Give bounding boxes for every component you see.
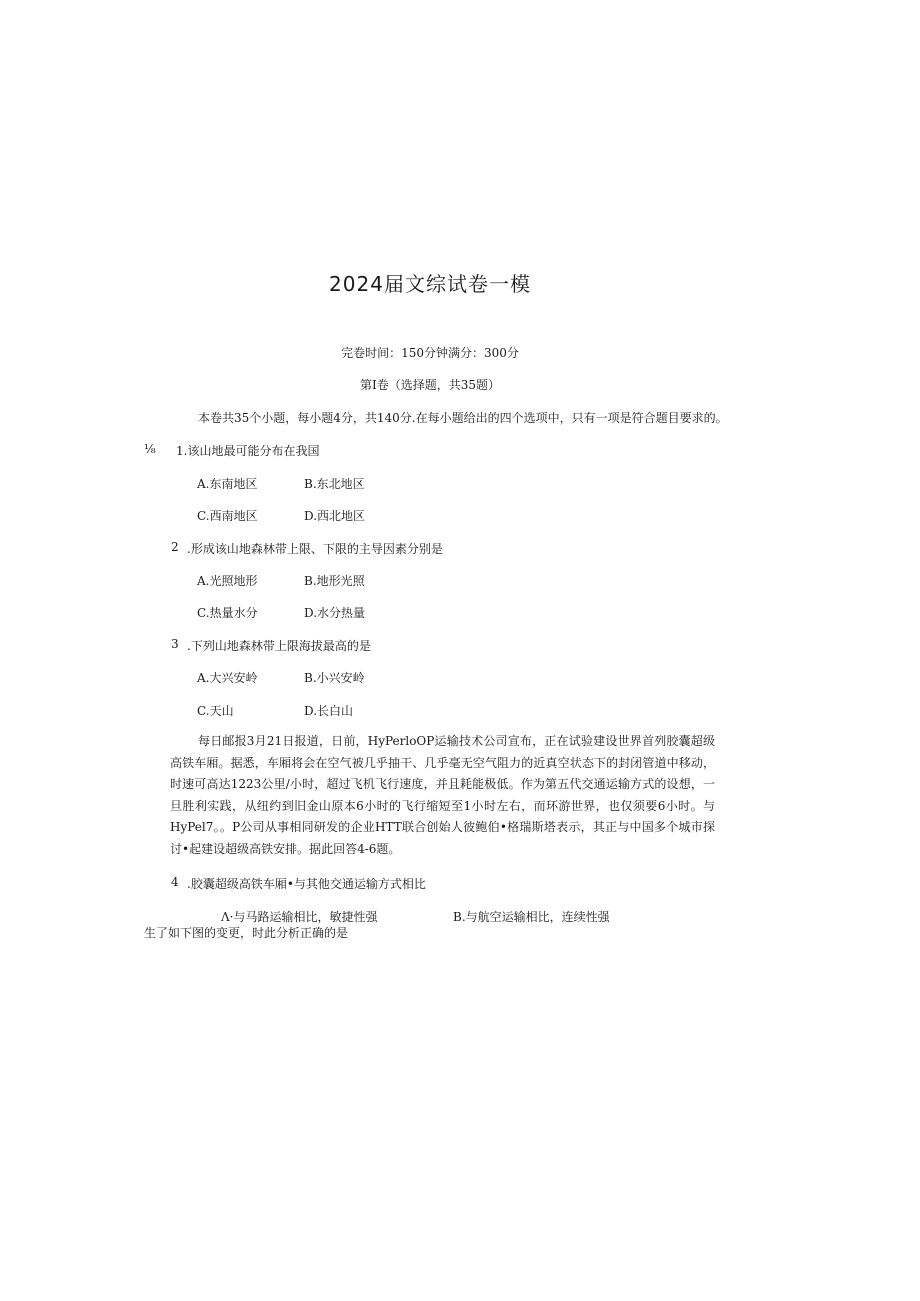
- question-3-option-a: A.大兴安岭: [197, 671, 258, 685]
- question-2-option-c: C.热量水分: [197, 606, 258, 620]
- question-1-stem: 1.该山地最可能分布在我国: [176, 444, 320, 458]
- question-4-stem: .胶囊超级高铁车厢•与其他交通运输方式相比: [187, 877, 426, 891]
- question-3-option-c: C.天山: [197, 704, 234, 718]
- question-1-option-c: C.西南地区: [197, 509, 258, 523]
- question-3-option-d: D.长白山: [304, 704, 354, 718]
- margin-mark: ⅛: [144, 442, 156, 456]
- question-3-option-b: B.小兴安岭: [304, 671, 365, 685]
- question-3-stem: .下列山地森林带上限海拔最高的是: [187, 639, 371, 653]
- page-title: 2024届文综试卷一模: [329, 272, 531, 296]
- question-2-number: 2: [171, 540, 179, 554]
- exam-info: 完卷时间：150分钟满分：300分: [341, 346, 519, 360]
- question-4-option-a: Λ·与马路运输相比，敏捷性强: [221, 910, 378, 924]
- part-heading: 第I卷（选择题，共35题）: [359, 378, 500, 392]
- question-4-number: 4: [171, 875, 179, 889]
- reading-passage: 每日邮报3月21日报道，日前，HyPerloOP运输技术公司宣布，正在试验建设世界首列胶囊超级高铁车厢。据悉，车厢将会在空气被几乎抽干、几乎毫无空气阻力的近真空状态下的封闭管道中移动，时速可高达1223公里/小时，超过飞机飞行速度，并且耗能极低。作为第五代交通运输方式的设想，一旦胜利实践，从纽约到旧金山原本6小时的飞行缩短至1小时左右，而环游世界，也仅须要6小时。与HyPel7。。P公司从事相同研发的企业HTT联合创始人彼鲍伯•格瑞斯塔表示，其正与中国多个城市探讨•起建设超级高铁安排。据此回答4-6题。: [170, 734, 715, 856]
- question-3-number: 3: [171, 637, 179, 651]
- question-2-option-b: B.地形光照: [304, 574, 365, 588]
- question-1-option-a: A.东南地区: [197, 477, 258, 491]
- text-fragment: 生了如下图的变更，时此分析正确的是: [144, 926, 349, 940]
- question-2-option-d: D.水分热量: [304, 606, 366, 620]
- question-1-option-b: B.东北地区: [304, 477, 365, 491]
- question-4-option-b: B.与航空运输相比，连续性强: [453, 910, 610, 924]
- question-2-option-a: A.光照地形: [197, 574, 258, 588]
- instructions: 本卷共35个小题，每小题4分，共140分.在每小题给出的四个选项中，只有一项是符合题目要求的。: [198, 411, 728, 425]
- question-2-stem: .形成该山地森林带上限、下限的主导因素分别是: [187, 542, 443, 556]
- question-1-option-d: D.西北地区: [304, 509, 366, 523]
